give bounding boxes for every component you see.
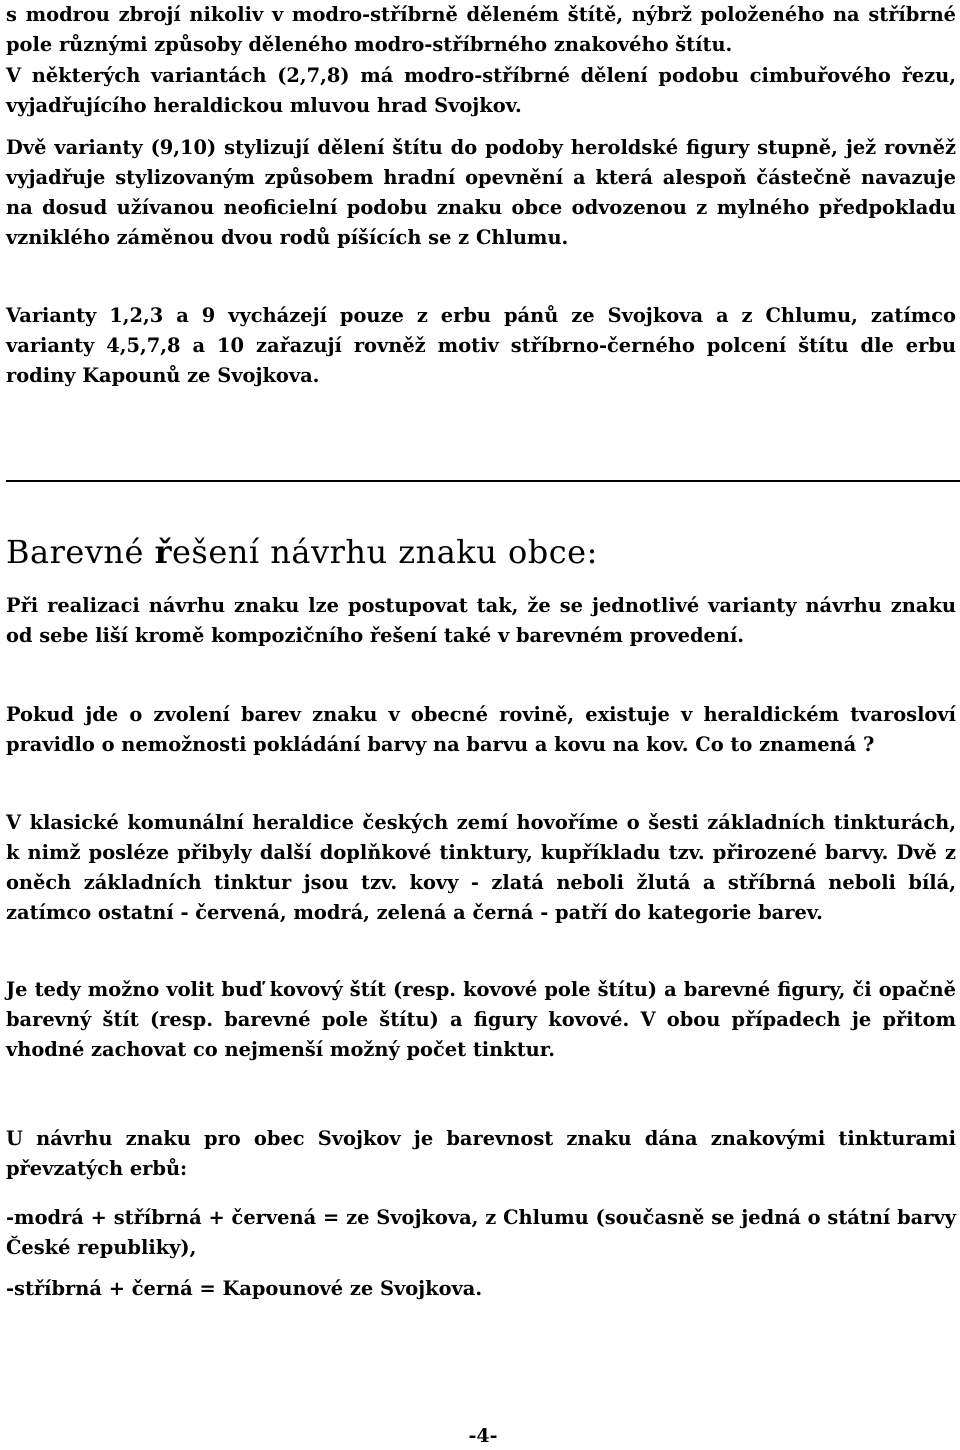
paragraph-metal-color-choice: Je tedy možno volit buď kovový štít (resp. kovové pole štítu) a barevné figury, či opačně barevný štít (resp. barevné pole štítu) a figury kovové. V obou případech je přitom vhodné zachovat co nejmenší možný počet tinktur. [6, 978, 956, 1061]
page-number: -4- [468, 1425, 498, 1447]
list-item-blue-silver-red: -modrá + stříbrná + červená = ze Svojkova, z Chlumu (současně se jedná o státní barvy České republiky), [6, 1206, 956, 1259]
section-heading-part-1: Barevné [6, 533, 155, 571]
paragraph-svojkov-colors: U návrhu znaku pro obec Svojkov je barevnost znaku dána znakovými tinkturami převzatých erbů: [6, 1127, 956, 1180]
paragraph-variant-origins: Varianty 1,2,3 a 9 vycházejí pouze z erbu pánů ze Svojkova a z Chlumu, zatímco varianty 4,5,7,8 a 10 zařazují rovněž motiv stříbrno-černého polcení štítu dle erbu rodiny Kapounů ze Svojkova. [6, 304, 956, 387]
paragraph-realization: Při realizaci návrhu znaku lze postupovat tak, že se jednotlivé varianty návrhu znaku od sebe liší kromě kompozičního řešení také v barevném provedení. [6, 594, 956, 647]
paragraph-tinctures: V klasické komunální heraldice českých zemí hovoříme o šesti základních tinkturách, k nimž posléze přibyly další doplňkové tinktury, kupříkladu tzv. přirozené barvy. Dvě z oněch základních tinktur jsou tzv. kovy - zlatá neboli žlutá a stříbrná neboli bílá, zatímco ostatní - červená, modrá, zelená a černá - patří do kategorie barev. [6, 811, 956, 924]
section-heading-part-2: ř [154, 533, 172, 571]
paragraph-color-rule: Pokud jde o zvolení barev znaku v obecné rovině, existuje v heraldickém tvarosloví pravidlo o nemožnosti pokládání barvy na barvu a kovu na kov. Co to znamená ? [6, 703, 956, 756]
section-heading [6, 528, 598, 576]
paragraph-shield-division: s modrou zbrojí nikoliv v modro-stříbrně děleném štítě, nýbrž položeného na stříbrné pole různými způsoby děleného modro-stříbrného znakového štítu. [6, 3, 956, 56]
horizontal-divider [6, 480, 960, 482]
section-heading-part-3: ešení návrhu znaku obce: [171, 533, 598, 571]
paragraph-step-variants: Dvě varianty (9,10) stylizují dělení štítu do podoby heroldské figury stupně, jež rovněž vyjadřuje stylizovaným způsobem hradní opevnění a která alespoň částečně navazuje na dosud užívanou neoficielní podobu znaku obce odvozenou z mylného předpokladu vzniklého záměnou dvou rodů píšících se z Chlumu. [6, 136, 956, 249]
list-item-silver-black: -stříbrná + černá = Kapounové ze Svojkova. [6, 1277, 483, 1300]
paragraph-battlement-variants: V některých variantách (2,7,8) má modro-stříbrné dělení podobu cimbuřového řezu, vyjadřujícího heraldickou mluvou hrad Svojkov. [6, 64, 956, 117]
